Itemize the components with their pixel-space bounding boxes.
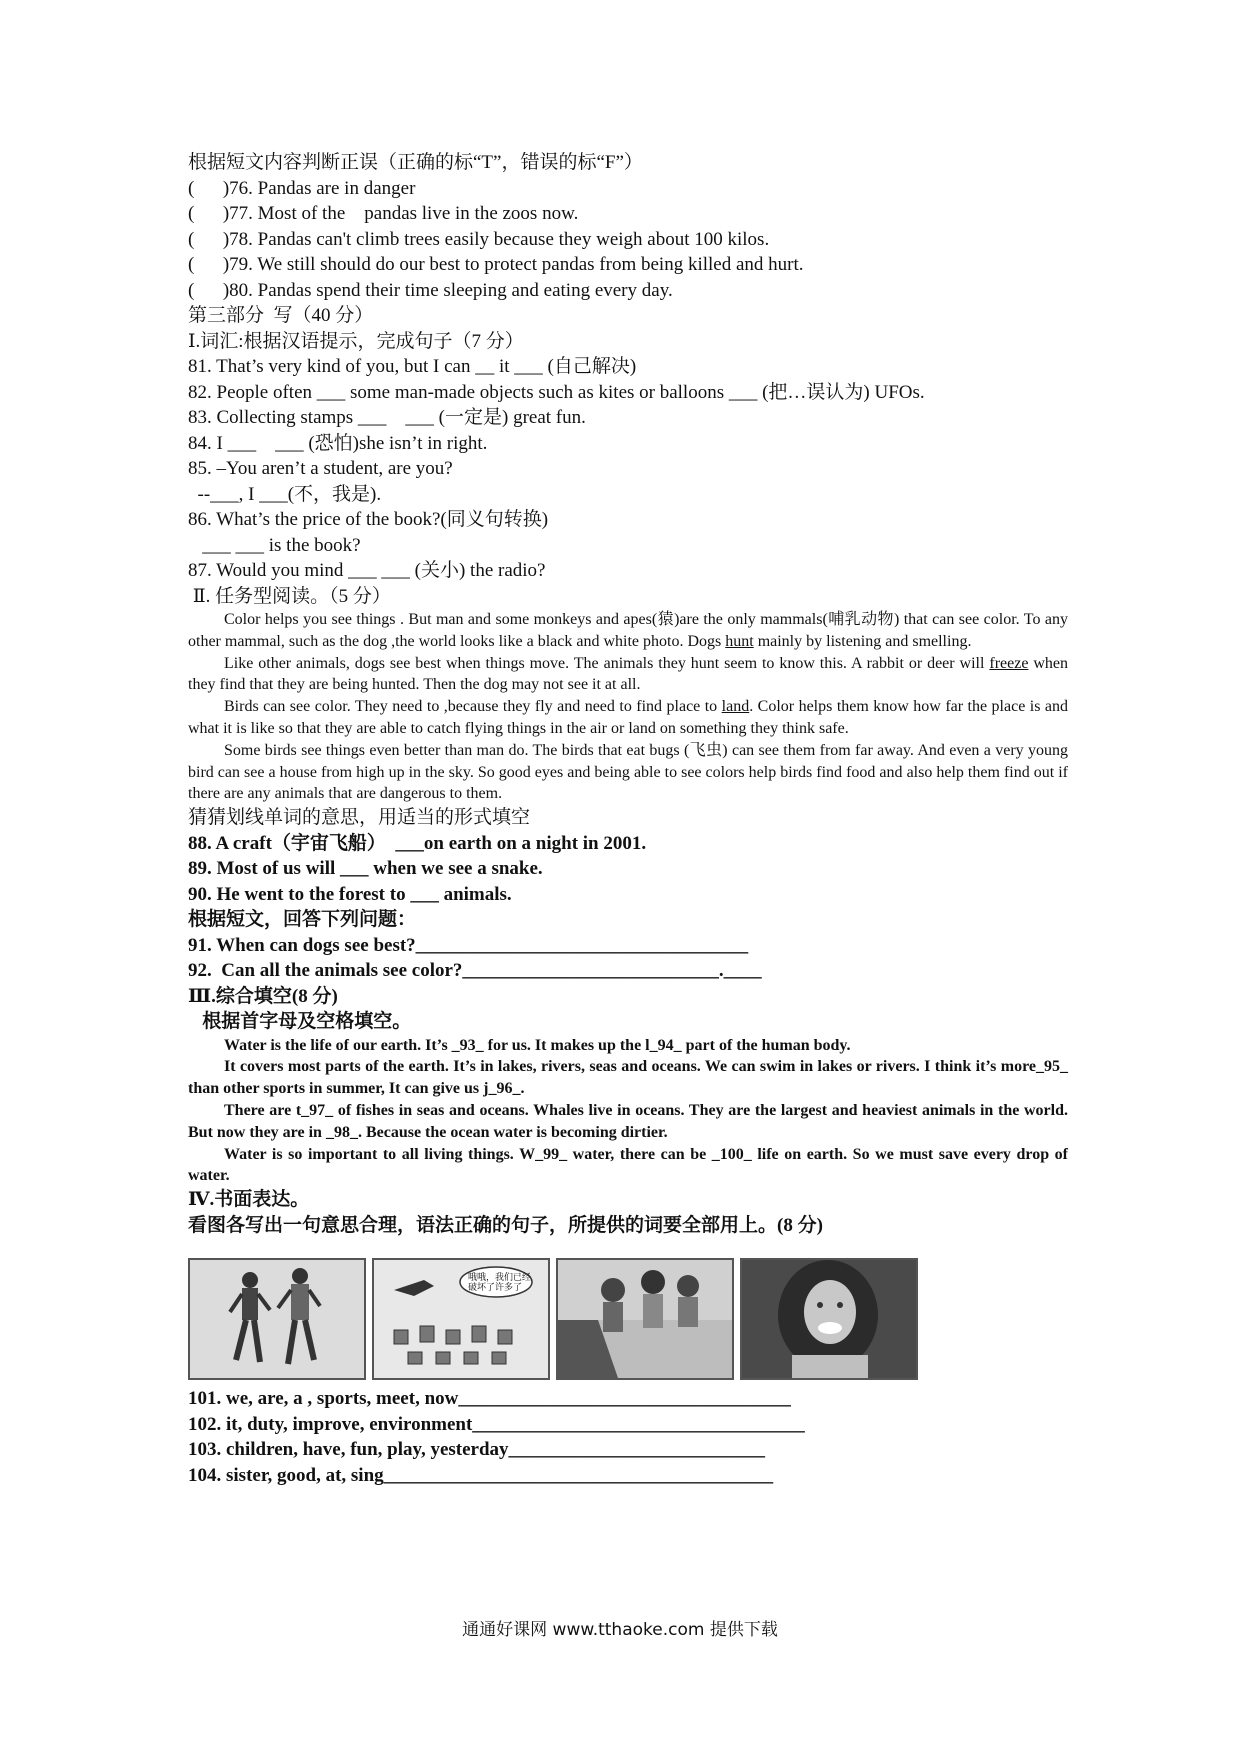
answer-item: 91. When can dogs see best?___________________________________: [188, 934, 749, 956]
speech-bubble-text: [468, 1273, 531, 1293]
footer-download-notice: 通通好课网 www.tthaoke.com 提供下载: [462, 1620, 778, 1640]
reading-paragraph: [188, 653, 1068, 697]
vocab-item: 81. That’s very kind of you, but I can __ it ___ (自己解决): [188, 356, 637, 377]
cloze-heading: Ⅲ.综合填空(8 分): [188, 985, 338, 1007]
guess-item: 89. Most of us will ___ when we see a snake.: [188, 858, 543, 880]
cloze-paragraph: Water is the life of our earth. It’s _93_ for us. It makes up the l_94_ part of the human body.: [224, 1036, 851, 1054]
underlined-word: land: [721, 698, 750, 716]
answer-item: 92. Can all the animals see color?___________________________.____: [188, 960, 762, 982]
underlined-word: hunt: [725, 632, 754, 650]
bubble-text-line: 破坏了许多了: [468, 1283, 523, 1294]
reading-paragraph: [188, 696, 1068, 740]
part3-title: 第三部分 写（40 分）: [188, 305, 374, 326]
tf-item: ( )78. Pandas can't climb trees easily because they weigh about 100 kilos.: [188, 228, 770, 250]
runners-picture: [188, 1258, 366, 1380]
vocab-item: 87. Would you mind ___ ___ (关小) the radio?: [188, 560, 546, 581]
vocab-item: 86. What’s the price of the book?(同义句转换): [188, 509, 549, 530]
tf-item: ( )80. Pandas spend their time sleeping and eating every day.: [188, 279, 673, 301]
writing-item: 104. sister, good, at, sing_________________________________________: [188, 1464, 774, 1486]
exam-content: [188, 150, 1068, 1488]
reading-text: Birds can see color. They need to ,because they fly and need to find place to: [224, 698, 722, 716]
reading-text: Like other animals, dogs see best when things move. The animals they hunt seem to know this. A rabbit or deer will: [224, 654, 990, 672]
guess-item: 90. He went to the forest to ___ animals.: [188, 883, 512, 905]
guess-item: 88. A craft（宇宙飞船） ___on earth on a night in 2001.: [188, 832, 647, 854]
bubble-text-line: 哦哦，我们已经: [468, 1273, 532, 1284]
cloze-paragraph: There are t_97_ of fishes in seas and oceans. Whales live in oceans. They are the largest and heaviest animals in the world. But now they are in _98_. Because the ocean water is becoming dirtier.: [188, 1102, 1068, 1141]
vocab-heading: Ⅰ.词汇:根据汉语提示，完成句子（7 分）: [188, 330, 524, 352]
writing-item: 102. it, duty, improve, environment___________________________________: [188, 1413, 805, 1435]
cloze-paragraph: Water is so important to all living things. W_99_ water, there can be _100_ life on earth. So we must save every drop of water.: [188, 1145, 1068, 1185]
vocab-item: ___ ___ is the book?: [188, 534, 361, 556]
reading-paragraph: [188, 609, 1068, 653]
answer-heading: 根据短文，回答下列问题：: [188, 909, 417, 931]
underlined-word: freeze: [989, 654, 1029, 672]
reading-text: when they find that they are being hunted. Then the dog may not see it at all.: [188, 654, 1069, 694]
guess-heading: 猜猜划线单词的意思，用适当的形式填空: [188, 807, 531, 829]
children-playing-picture: [556, 1258, 734, 1380]
task-heading: Ⅱ. 任务型阅读。（5 分）: [188, 585, 391, 607]
tf-item: ( )77. Most of the pandas live in the zoos now.: [188, 203, 579, 224]
reading-text: Color helps you see things . But man and some monkeys and apes(猿)are the only mammals(哺乳动物) that can see color. To any other mammal, such as the dog ,the world looks like a black and white photo. Dogs: [188, 611, 1068, 650]
tf-heading: 根据短文内容判断正误（正确的标“T”，错误的标“F”）: [188, 152, 643, 173]
singer-picture: [740, 1258, 918, 1380]
reading-text: . Color helps them know how far the place is and what it is like so that they are able to catch flying things in the air or land on something they think safe.: [188, 698, 1069, 737]
vocab-item: 83. Collecting stamps ___ ___ (一定是) great fun.: [188, 407, 586, 428]
tf-item: ( )76. Pandas are in danger: [188, 177, 416, 199]
vocab-item: 82. People often ___ some man-made objects such as kites or balloons ___ (把…误认为) UFOs.: [188, 381, 925, 403]
reading-text: mainly by listening and smelling.: [753, 632, 972, 650]
trees-cut-picture: [372, 1258, 550, 1380]
writing-item: 101. we, are, a , sports, meet, now___________________________________: [188, 1388, 791, 1410]
reading-paragraph: Some birds see things even better than man do. The birds that eat bugs (飞虫) can see them from far away. And even a very young bird can see a house from high up in the sky. So good eyes and being able to see colors help birds find food and also help them find out if there are any animals that are dangerous to them.: [188, 741, 1068, 803]
vocab-item: --___, I ___(不，我是).: [188, 483, 382, 505]
vocab-item: 84. I ___ ___ (恐怕)she isn’t in right.: [188, 432, 488, 454]
writing-heading: Ⅳ.书面表达。: [188, 1189, 310, 1211]
cloze-paragraph: It covers most parts of the earth. It’s in lakes, rivers, seas and oceans. We can swim in lakes or rivers. I think it’s more_95_ than other sports in summer, It can give us j_96_.: [188, 1058, 1068, 1098]
writing-item: 103. children, have, fun, play, yesterday___________________________: [188, 1439, 766, 1461]
vocab-item: 85. –You aren’t a student, are you?: [188, 458, 453, 479]
picture-strip: [188, 1258, 1068, 1378]
tf-item: ( )79. We still should do our best to protect pandas from being killed and hurt.: [188, 254, 804, 275]
cloze-subheading: 根据首字母及空格填空。: [188, 1011, 412, 1033]
writing-instruction: 看图各写出一句意思合理，语法正确的句子，所提供的词要全部用上。(8 分): [188, 1214, 823, 1236]
